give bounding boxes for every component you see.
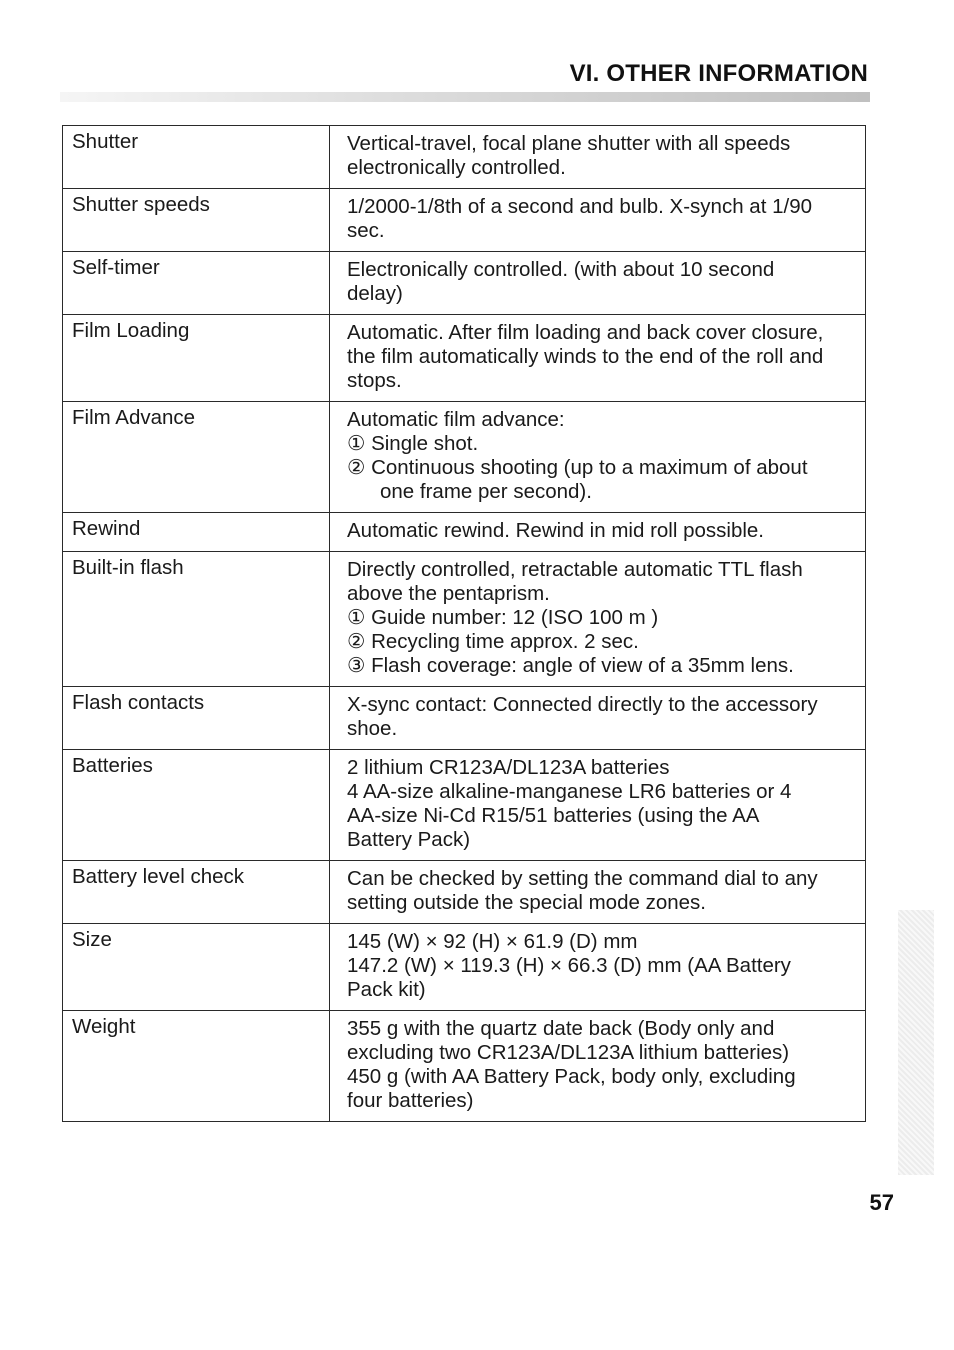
spec-value [330, 552, 866, 687]
spec-value [330, 402, 866, 513]
title-rule [60, 92, 870, 102]
spec-value [330, 861, 866, 924]
spec-value-line: Pack kit) [347, 978, 426, 1001]
spec-value-line: AA-size Ni-Cd R15/51 batteries (using the AA [347, 804, 760, 827]
spec-value-line: excluding two CR123A/DL123A lithium batteries) [347, 1041, 790, 1064]
spec-value-line: 2 lithium CR123A/DL123A batteries [347, 756, 670, 779]
spec-value-line: Automatic rewind. Rewind in mid roll possible. [347, 519, 765, 542]
spec-value-line: X-sync contact: Connected directly to the accessory [347, 693, 818, 716]
spec-value [330, 315, 866, 402]
spec-row-shutter-speeds [63, 189, 866, 252]
spec-value-line: ③ Flash coverage: angle of view of a 35mm lens. [347, 654, 794, 677]
spec-value [330, 252, 866, 315]
spec-row-rewind [63, 513, 866, 552]
spec-row-film-loading [63, 315, 866, 402]
spec-value [330, 924, 866, 1011]
spec-value-line: setting outside the special mode zones. [347, 891, 706, 914]
spec-value [330, 126, 866, 189]
page-edge-tab [898, 910, 934, 1175]
spec-value-line: sec. [347, 219, 385, 242]
spec-label: Flash contacts [63, 687, 330, 750]
spec-label: Rewind [63, 513, 330, 552]
spec-value-line: Automatic film advance: [347, 408, 565, 431]
spec-row-battery-level-check [63, 861, 866, 924]
spec-value-line: delay) [347, 282, 403, 305]
spec-label: Battery level check [63, 861, 330, 924]
spec-value-line: ① Single shot. [347, 432, 479, 455]
spec-value-line: ② Recycling time approx. 2 sec. [347, 630, 639, 653]
spec-label: Weight [63, 1011, 330, 1122]
spec-value-line: 1/2000-1/8th of a second and bulb. X-synch at 1/90 [347, 195, 812, 218]
spec-label: Shutter [63, 126, 330, 189]
spec-value-line: Battery Pack) [347, 828, 471, 851]
spec-value [330, 189, 866, 252]
spec-value-line: 4 AA-size alkaline-manganese LR6 batteries or 4 [347, 780, 792, 803]
spec-value [330, 1011, 866, 1122]
spec-row-batteries [63, 750, 866, 861]
spec-value-line: Directly controlled, retractable automatic TTL flash [347, 558, 803, 581]
spec-value-line: the film automatically winds to the end of the roll and [347, 345, 824, 368]
spec-value-line: Can be checked by setting the command dial to any [347, 867, 818, 890]
spec-row-flash-contacts [63, 687, 866, 750]
spec-row-self-timer [63, 252, 866, 315]
spec-value-line: four batteries) [347, 1089, 474, 1112]
spec-value-line: shoe. [347, 717, 398, 740]
spec-row-shutter [63, 126, 866, 189]
spec-value [330, 687, 866, 750]
spec-row-film-advance [63, 402, 866, 513]
spec-value-line: Automatic. After film loading and back cover closure, [347, 321, 824, 344]
spec-value-line: Vertical-travel, focal plane shutter with all speeds [347, 132, 791, 155]
spec-label: Film Advance [63, 402, 330, 513]
spec-label: Batteries [63, 750, 330, 861]
section-title: VI. OTHER INFORMATION [569, 60, 868, 87]
spec-value-line: 147.2 (W) × 119.3 (H) × 66.3 (D) mm (AA Battery [347, 954, 791, 977]
spec-value [330, 750, 866, 861]
spec-label: Self-timer [63, 252, 330, 315]
spec-label: Shutter speeds [63, 189, 330, 252]
spec-value-line: 355 g with the quartz date back (Body only and [347, 1017, 775, 1040]
spec-value-line: stops. [347, 369, 402, 392]
spec-value-line: above the pentaprism. [347, 582, 550, 605]
spec-value-line: electronically controlled. [347, 156, 566, 179]
spec-label: Film Loading [63, 315, 330, 402]
spec-row-size [63, 924, 866, 1011]
spec-value-line: 450 g (with AA Battery Pack, body only, excluding [347, 1065, 796, 1088]
spec-row-built-in-flash [63, 552, 866, 687]
spec-value-line: 145 (W) × 92 (H) × 61.9 (D) mm [347, 930, 638, 953]
spec-value-line: Electronically controlled. (with about 10 second [347, 258, 775, 281]
page-number: 57 [869, 1190, 894, 1215]
spec-value-line: one frame per second). [380, 480, 592, 503]
spec-label: Built-in flash [63, 552, 330, 687]
spec-value-line: ① Guide number: 12 (ISO 100 m ) [347, 606, 659, 629]
spec-label: Size [63, 924, 330, 1011]
spec-table [62, 125, 866, 1122]
spec-value [330, 513, 866, 552]
spec-row-weight [63, 1011, 866, 1122]
spec-value-line: ② Continuous shooting (up to a maximum of about [347, 456, 808, 479]
